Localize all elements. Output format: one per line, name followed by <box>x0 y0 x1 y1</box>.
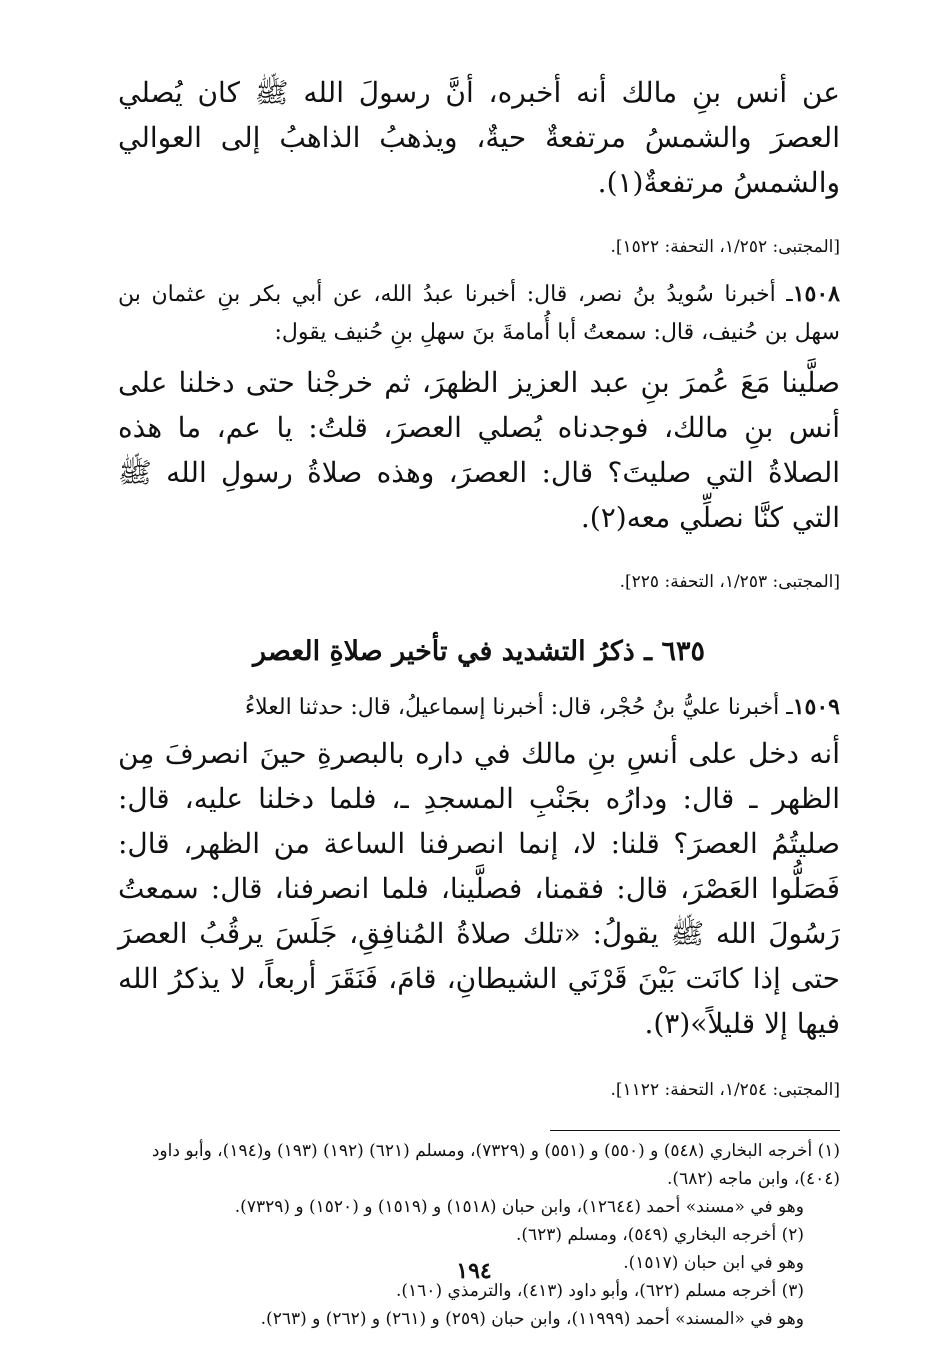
hadith-1508-text: صلَّينا مَعَ عُمرَ بنِ عبد العزيز الظهرَ، ثم خرجْنا حتى دخلنا على أنس بنِ مالك، فوجدناه يُصلي العصرَ، قلتُ: يا عم، ما هذه الصلاةُ التي صليتَ؟ قال: العصرَ، وهذه صلاةُ رسولِ الله ﷺ التي كنَّا نصلِّي معه(٢). <box>118 366 841 534</box>
footnote-1: (١) أخرجه البخاري (٥٤٨) و (٥٥٠) و (٥٥١) و (٧٣٢٩)، ومسلم (٦٢١) (١٩٢) (١٩٣) و(١٩٤)، وأبو داود (٤٠٤)، وابن ماجه (٦٨٢). <box>151 1141 840 1189</box>
footnote-2-note: وهو في ابن حبان (١٥١٧). <box>623 1253 804 1273</box>
footnote-3-note: وهو في «المسند» أحمد (١١٩٩٩)، وابن حبان (٢٥٩) و (٢٦١) و (٢٦٢) و (٢٦٣). <box>260 1309 804 1329</box>
footnote-3: (٣) أخرجه مسلم (٦٢٢)، وأبو داود (٤١٣)، والترمذي (١٦٠). <box>396 1281 804 1301</box>
chapter-heading: ٦٣٥ ـ ذكرُ التشديد في تأخير صلاةِ العصر <box>253 636 705 667</box>
hadith-1509-isnad <box>118 688 840 727</box>
page-content <box>118 70 840 1333</box>
isnad-text: ـ أخبرنا عليُّ بنُ حُجْر، قال: أخبرنا إسماعيلُ، قال: حدثنا العلاءُ <box>244 695 793 720</box>
reference-1508: [المجتبى: ١/٢٥٣، التحفة: ٢٢٥]. <box>619 572 840 592</box>
hadith-number: ١٥٠٨ <box>792 281 840 307</box>
hadith-1509-text: أنه دخل على أنسِ بنِ مالك في داره بالبصرةِ حينَ انصرفَ مِن الظهر ـ قال: ودارُه بجَنْبِ المسجدِ ـ، فلما دخلنا عليه، قال: صليتُمُ العصرَ؟ قلنا: لا، إنما انصرفنا الساعة من الظهر، قال: فَصَلُّوا العَصْرَ، قال: فقمنا، فصلَّينا، فلما انصرفنا، قال: سمعتُ رَسُولَ الله ﷺ يقولُ: «تلك صلاةُ المُنافِقِ، جَلَسَ يرقُبُ العصرَ حتى إذا كانَت بَيْنَ قَرْنَي الشيطانِ، قامَ، فَنَقَرَ أربعاً، لا يذكرُ الله فيها إلا قليلاً»(٣). <box>118 737 840 1040</box>
footnote-divider <box>550 1130 840 1131</box>
isnad-text: ـ أخبرنا سُويدُ بنُ نصر، قال: أخبرنا عبدُ الله، عن أبي بكر بنِ عثمان بن سهل بن حُنيف، قال: سمعتُ أبا أُمامةَ بنَ سهلِ بنِ حُنيف يقول: <box>118 282 840 345</box>
reference-1509: [المجتبى: ١/٢٥٤، التحفة: ١١٢٢]. <box>610 1080 840 1100</box>
hadith-number: ١٥٠٩ <box>792 694 840 720</box>
footnote-2: (٢) أخرجه البخاري (٥٤٩)، ومسلم (٦٢٣). <box>515 1225 804 1245</box>
footnote-1-note: وهو في «مسند» أحمد (١٢٦٤٤)، وابن حبان (١٥١٨) و (١٥١٩) و (١٥٢٠) و (٧٣٢٩). <box>234 1197 804 1217</box>
footnotes <box>118 1137 840 1333</box>
hadith-1508-isnad <box>118 275 840 352</box>
hadith-1507-text: عن أنس بنِ مالك أنه أخبره، أنَّ رسولَ الله ﷺ كان يُصلي العصرَ والشمسُ مرتفعةٌ حيةٌ، ويذهبُ الذاهبُ إلى العوالي والشمسُ مرتفعةٌ(١). <box>118 76 840 199</box>
reference-1507: [المجتبى: ١/٢٥٢، التحفة: ١٥٢٢]. <box>610 237 840 257</box>
page-number: ١٩٤ <box>456 1258 492 1284</box>
